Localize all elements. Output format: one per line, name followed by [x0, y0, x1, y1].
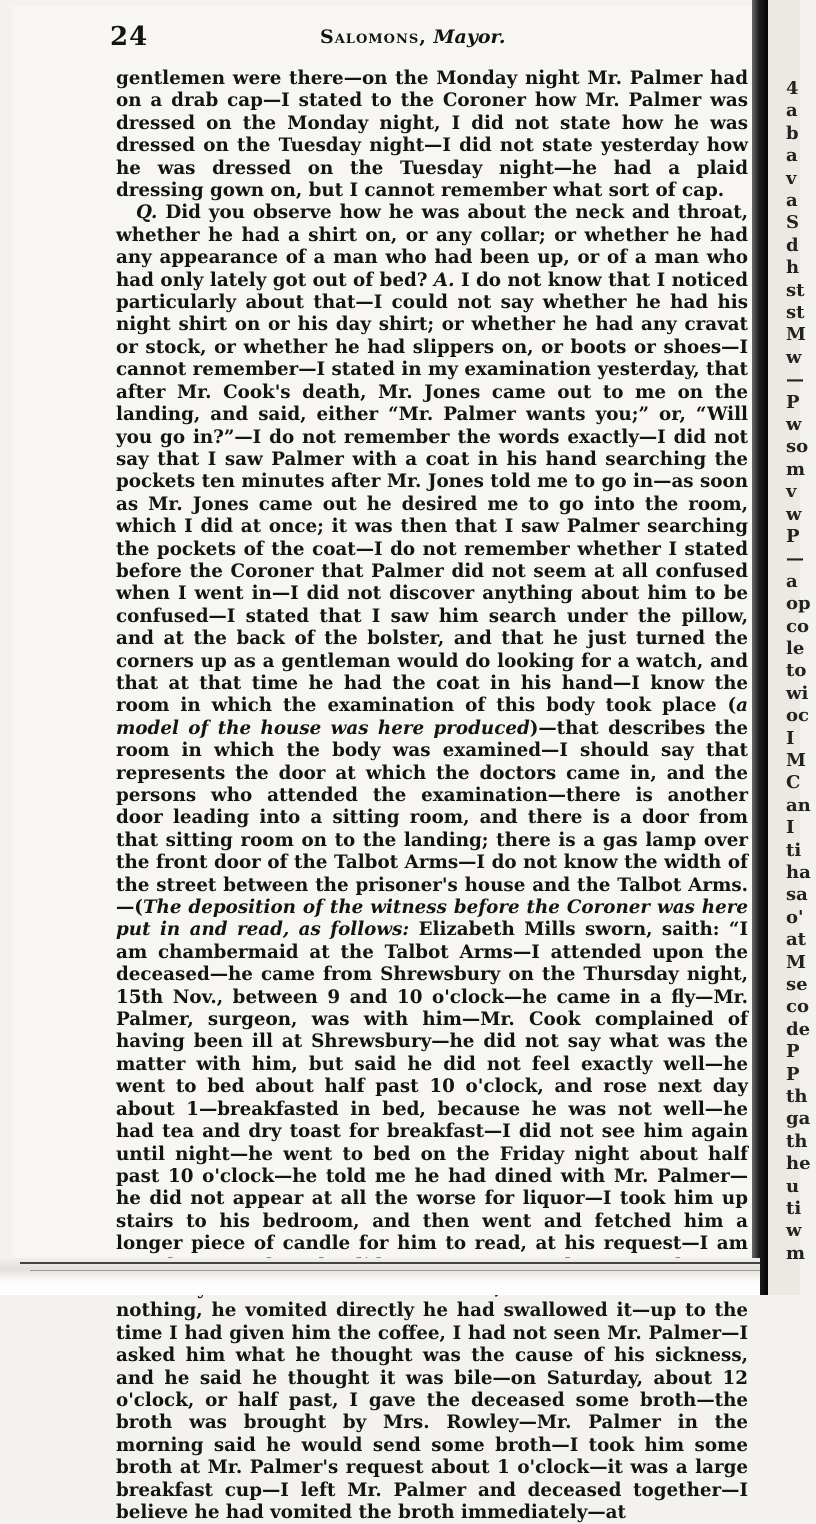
aside-deposition: The deposition of the witness before the Coroner was here put in and read, as follows:	[116, 897, 748, 941]
facing-page-fragment: de	[786, 1018, 811, 1040]
facing-page-fragment: a	[786, 100, 798, 122]
facing-page-fragment: wi	[786, 682, 809, 704]
facing-page-fragment: at	[786, 929, 806, 951]
facing-page-fragment: co	[786, 615, 809, 637]
facing-page-fragment: w	[786, 1220, 802, 1242]
facing-page-fragment: ti	[786, 1198, 802, 1219]
facing-page-fragment: I	[786, 817, 795, 839]
facing-page-fragment: v	[786, 167, 797, 189]
facing-page-fragment: th	[786, 1130, 808, 1152]
facing-page-fragment: oc	[786, 705, 809, 727]
facing-page-fragment: M	[786, 951, 806, 973]
facing-page-fragment: to	[786, 660, 807, 682]
facing-page-fragment: P	[786, 1063, 800, 1085]
running-title-role: Mayor.	[433, 26, 506, 48]
running-title	[320, 26, 505, 48]
facing-page-fragment: v	[786, 481, 797, 503]
facing-page-fragment: h	[786, 257, 800, 279]
facing-page-fragment: d	[786, 234, 799, 256]
book-gutter	[752, 0, 768, 1295]
facing-page-fragment: co	[786, 996, 809, 1018]
answer-text-c: Elizabeth Mills sworn, saith: “I am chambermaid at the Talbot Arms—I attended upon the deceased—he came from Shrewsbury on the Thursday night, 15th Nov., between 9 and 10 o'clock—he came in a fly—Mr. Palmer, surgeon, was with him—Mr. Cook complained of having been ill at Shrewsbury—he did not say what was the matter with him, but said he did not feel exactly well—he went to bed about half past 10 o'clock, and rose next day about 1—breakfasted in bed, because he was not well—he had tea and dry toast for breakfast—I did not see him again until night—he went to bed on the Friday night about half past 10 o'clock—he told me he had dined with Mr. Palmer—he did not appear at all the worse for liquor—I took him up stairs to his bedroom, and then went and fetched him a longer piece of candle for him to read, at his request—I am nothing, he vomited directly he had swallowed it—up to the time I had given him the coffee, I had not seen Mr. Palmer—I asked him what he thought was the cause of his sickness, and he said he thought it was bile—on Saturday, about 12 o'clock, or half past, I gave the deceased some broth—the broth was brought by Mrs. Rowley—Mr. Palmer in the morning said he would send some broth—I took him some broth at Mr. Palmer's request about 1 o'clock—it was a large breakfast cup—I left Mr. Palmer and deceased together—I believe he had vomited the broth immediately—at	[116, 919, 748, 1523]
page-number: 24	[110, 22, 149, 52]
paragraph-2	[116, 202, 748, 1524]
facing-page-fragment: o'	[786, 906, 804, 928]
facing-page-fragment: ti	[786, 839, 802, 861]
facing-page-fragment: op	[786, 593, 811, 615]
facing-page-fragment: sa	[786, 884, 808, 906]
facing-page-fragment: I	[786, 727, 795, 749]
facing-page-fragment: w	[786, 414, 802, 435]
facing-page-fragment: C	[786, 772, 801, 794]
facing-page-fragment: 4	[786, 78, 799, 99]
facing-page-fragment: u	[786, 1175, 800, 1197]
facing-page-fragment: a	[786, 190, 798, 211]
answer-text-b: )—that describes the room in which the body was examined—I should say that represents the door at which the doctors came in, and the persons who attended the examination—there is another door leading into a sitting room, and there is a door from that sitting room on to the landing; there is a gas lamp over the front door of the Talbot Arms—I do not know the width of the street between the prisoner's house and the Talbot Arms.—(	[116, 717, 749, 919]
running-head	[110, 22, 650, 58]
facing-page-fragment: b	[786, 122, 799, 144]
answer-text-a: I do not know that I noticed particularly about that—I could not say whether he had his night shirt on or his day shirt; or whether he had any cravat or stock, or whether he had slippers on, or boots or shoes—I cannot remember—I stated in my examination yesterday, that after Mr. Cook's death, Mr. Jones came out to me on the landing, and said, either “Mr. Palmer wants you;” or, “Will you go in?”—I do not remember the words exactly—I did not say that I saw Palmer with a coat in his hand searching the pockets ten minutes after Mr. Jones told me to go in—as soon as Mr. Jones came out he desired me to go into the room, which I did at once; it was then that I saw Palmer searching the pockets of the coat—I do not remember whether I stated before the Coroner that Palmer did not seem at all confused when I went in—I did not discover anything about him to be confused—I stated that I saw him search under the pillow, and at the back of the bolster, and that he just turned the corners up as a gentleman would do looking for a watch, and that at that time he had the coat in his hand—I know the room in which the examination of this body took place (	[116, 269, 749, 717]
question-label: Q.	[136, 202, 158, 224]
facing-page-fragment: S	[786, 212, 799, 234]
facing-page-fragment: th	[786, 1086, 808, 1107]
running-title-name: Salomons,	[320, 26, 427, 48]
question-text: Did you observe how he was about the neck and throat, whether he had a shirt on, or any collar; or whether he had any appearance of a man who had been up, or of a man who had only lately got out of bed?	[116, 202, 748, 291]
facing-page-fragment: P	[786, 526, 800, 547]
page-body	[116, 68, 748, 1524]
paragraph-1: gentlemen were there—on the Monday night Mr. Palmer had on a drab cap—I stated to the Coroner how Mr. Palmer was dressed on the Monday night, I did not state how he was dressed on the Tuesday night—I did not state yesterday how he was dressed on the Tuesday night—he had a plaid dressing gown on, but I cannot remember what sort of cap.	[116, 68, 748, 202]
facing-page-fragment: so	[786, 436, 809, 458]
facing-page-fragment: ha	[786, 862, 811, 883]
facing-page-fragment: st	[786, 302, 805, 323]
facing-page-fragment: m	[786, 458, 806, 480]
facing-page-fragment: w	[786, 503, 802, 525]
facing-page-fragment: a	[786, 570, 798, 592]
facing-page-fragment: w	[786, 346, 802, 368]
facing-page-fragment: se	[786, 974, 808, 995]
facing-page-fragment: ga	[786, 1108, 811, 1130]
answer-label: A.	[433, 269, 455, 291]
page-bottom-edge	[0, 1258, 760, 1295]
facing-page-fragment: m	[786, 1242, 806, 1264]
facing-page-edge	[768, 0, 811, 1295]
aside-model-produced: a model of the house was here produced	[116, 695, 748, 739]
facing-page-fragment: an	[786, 794, 811, 816]
facing-page-fragment: st	[786, 279, 805, 301]
facing-page-fragment: he	[786, 1153, 811, 1175]
facing-page-fragment: —	[786, 369, 804, 391]
facing-page-fragment: —	[786, 548, 804, 570]
facing-page-fragment: P	[786, 1041, 800, 1063]
facing-page-fragment: a	[786, 145, 798, 167]
facing-page-fragment: M	[786, 324, 806, 346]
facing-page-fragment: P	[786, 391, 800, 413]
facing-page-fragment: M	[786, 750, 806, 771]
facing-page-fragment: le	[786, 638, 805, 659]
